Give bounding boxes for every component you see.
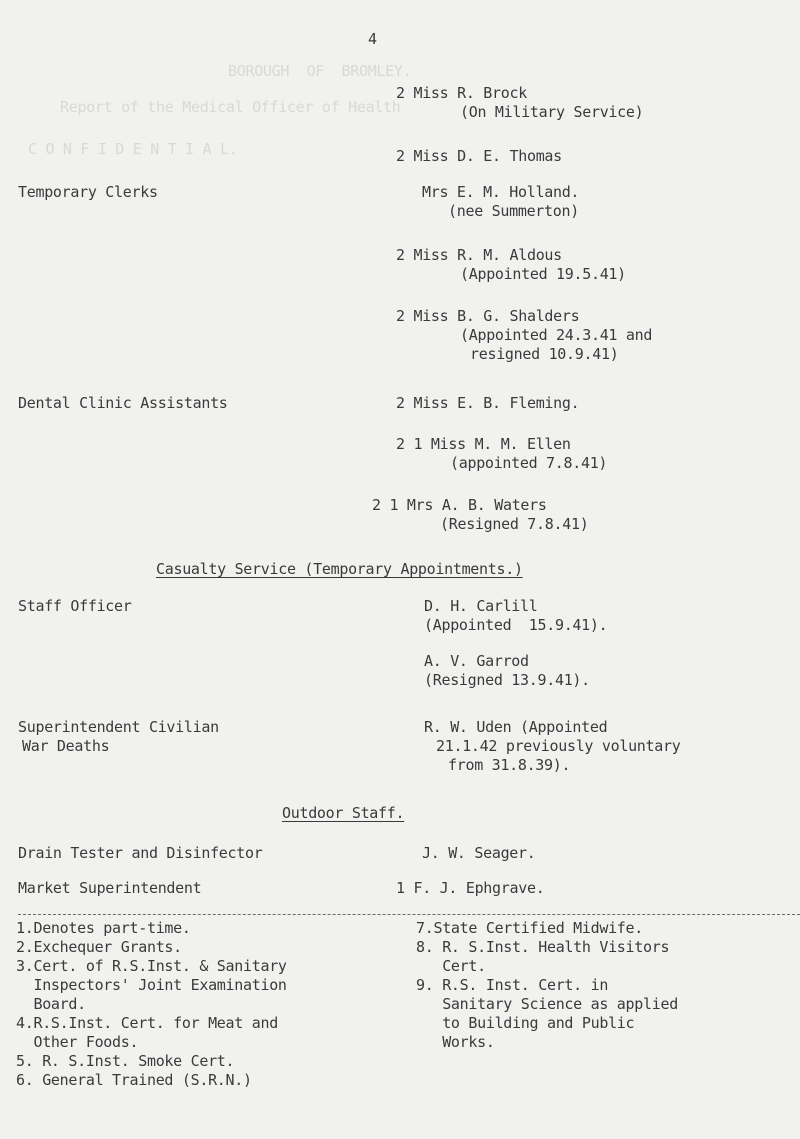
entry-line: 2 1 Miss M. M. Ellen bbox=[396, 435, 571, 453]
footnote: 6. General Trained (S.R.N.) bbox=[16, 1071, 252, 1089]
section-heading-casualty-service: Casualty Service (Temporary Appointments.) bbox=[156, 560, 523, 578]
entry-note: (On Military Service) bbox=[460, 103, 644, 121]
entry-note: (Appointed 24.3.41 and bbox=[460, 326, 653, 344]
entry-line: 2 Miss R. Brock bbox=[396, 84, 527, 102]
footnote: 7.State Certified Midwife. bbox=[416, 919, 644, 937]
footnote: 1.Denotes part-time. bbox=[16, 919, 191, 937]
entry-note: 21.1.42 previously voluntary bbox=[436, 737, 681, 755]
entry-line: 2 Miss E. B. Fleming. bbox=[396, 394, 580, 412]
role-label: Drain Tester and Disinfector bbox=[18, 844, 263, 862]
entry-note: (appointed 7.8.41) bbox=[450, 454, 608, 472]
bleed-through-subheading: Report of the Medical Officer of Health bbox=[60, 98, 401, 116]
footnote: Other Foods. bbox=[16, 1033, 139, 1051]
footnote: 9. R.S. Inst. Cert. in bbox=[416, 976, 609, 994]
footnote: Cert. bbox=[416, 957, 486, 975]
footnote: Works. bbox=[416, 1033, 495, 1051]
role-label-superintendent-cont: War Deaths bbox=[22, 737, 110, 755]
footnote: 2.Exchequer Grants. bbox=[16, 938, 182, 956]
entry-note: (Resigned 7.8.41) bbox=[440, 515, 589, 533]
bleed-through-heading: BOROUGH OF BROMLEY. bbox=[228, 62, 412, 80]
entry-note: (nee Summerton) bbox=[448, 202, 579, 220]
section-label-temporary-clerks: Temporary Clerks bbox=[18, 183, 158, 201]
footnote: 8. R. S.Inst. Health Visitors bbox=[416, 938, 670, 956]
entry-note: from 31.8.39). bbox=[448, 756, 571, 774]
footnote: 3.Cert. of R.S.Inst. & Sanitary bbox=[16, 957, 287, 975]
footnote: Sanitary Science as applied bbox=[416, 995, 678, 1013]
role-label-staff-officer: Staff Officer bbox=[18, 597, 132, 615]
footnote: 4.R.S.Inst. Cert. for Meat and bbox=[16, 1014, 278, 1032]
bleed-through-confidential: C O N F I D E N T I A L. bbox=[28, 140, 238, 158]
section-heading-outdoor-staff: Outdoor Staff. bbox=[282, 804, 405, 822]
footnote: 5. R. S.Inst. Smoke Cert. bbox=[16, 1052, 235, 1070]
page-number: 4 bbox=[368, 30, 377, 48]
entry-note: resigned 10.9.41) bbox=[470, 345, 619, 363]
entry-note: (Resigned 13.9.41). bbox=[424, 671, 590, 689]
entry-line: J. W. Seager. bbox=[422, 844, 536, 862]
entry-line: 2 Miss R. M. Aldous bbox=[396, 246, 562, 264]
footnote-divider bbox=[18, 914, 800, 915]
footnote: Inspectors' Joint Examination bbox=[16, 976, 287, 994]
entry-line: 1 F. J. Ephgrave. bbox=[396, 879, 545, 897]
entry-note: (Appointed 15.9.41). bbox=[424, 616, 608, 634]
entry-line: A. V. Garrod bbox=[424, 652, 529, 670]
footnote: to Building and Public bbox=[416, 1014, 635, 1032]
section-label-dental-clinic-assistants: Dental Clinic Assistants bbox=[18, 394, 228, 412]
entry-note: (Appointed 19.5.41) bbox=[460, 265, 626, 283]
entry-line: D. H. Carlill bbox=[424, 597, 538, 615]
footnote: Board. bbox=[16, 995, 86, 1013]
entry-line: R. W. Uden (Appointed bbox=[424, 718, 608, 736]
entry-line: Mrs E. M. Holland. bbox=[422, 183, 580, 201]
role-label-superintendent: Superintendent Civilian bbox=[18, 718, 219, 736]
entry-line: 2 Miss D. E. Thomas bbox=[396, 147, 562, 165]
entry-line: 2 1 Mrs A. B. Waters bbox=[372, 496, 547, 514]
entry-line: 2 Miss B. G. Shalders bbox=[396, 307, 580, 325]
role-label: Market Superintendent bbox=[18, 879, 202, 897]
